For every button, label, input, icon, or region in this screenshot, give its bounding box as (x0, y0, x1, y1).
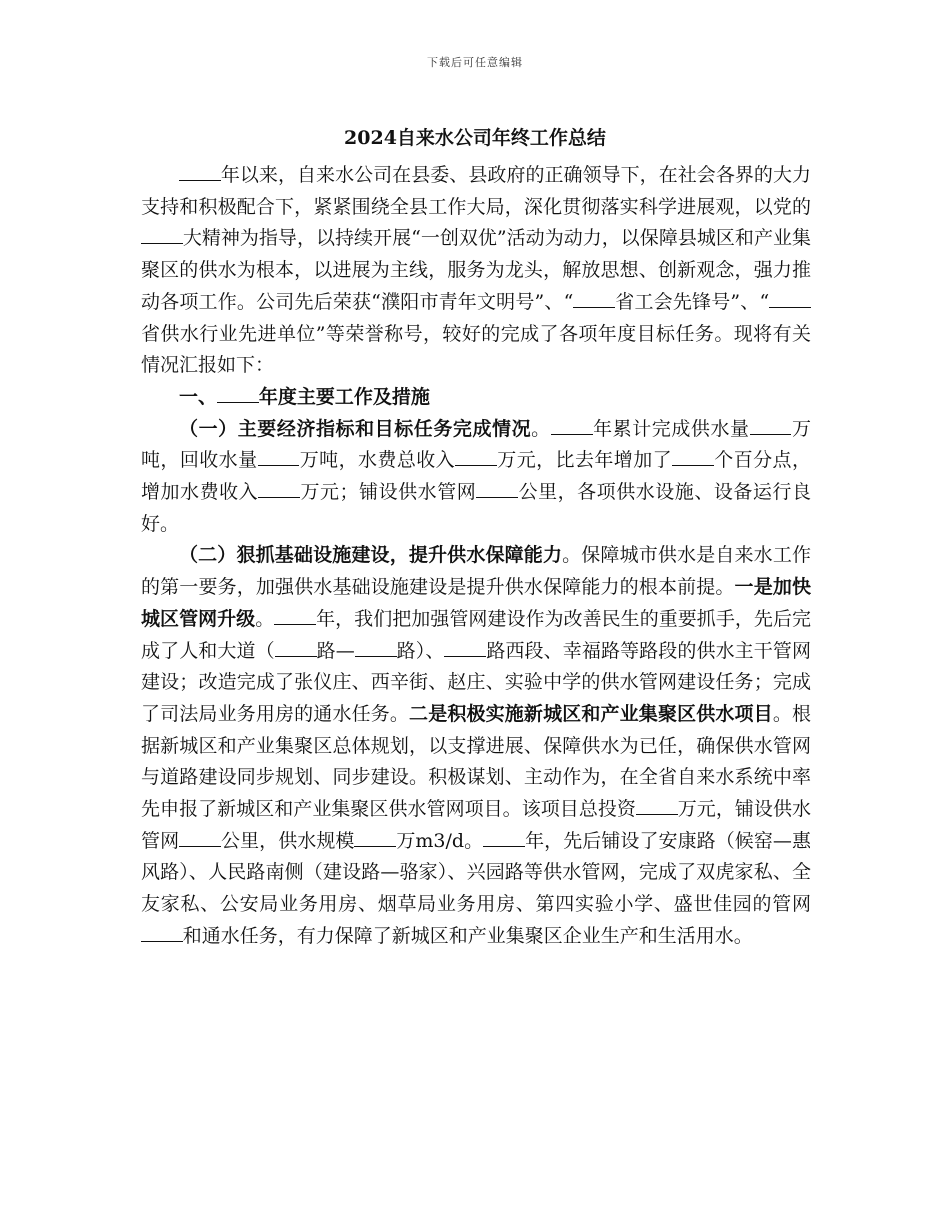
subsection-1-paragraph: （一）主要经济指标和目标任务完成情况。 年累计完成供水量 万吨，回收水量 万吨，水费总收入 万元，比去年增加了 个百分点，增加水费收入 万元；铺设供水管网 公里，各项供水设施、设备运行良好。 (141, 414, 811, 541)
blank-field (551, 416, 593, 435)
blank-field (141, 923, 183, 942)
blank-field (455, 447, 497, 466)
blank-field (179, 828, 221, 847)
blank-field (750, 416, 792, 435)
subsection-1-heading: （一）主要经济指标和目标任务完成情况 (179, 417, 532, 440)
blank-field (476, 479, 518, 498)
document-body (141, 160, 811, 953)
subsection-2-heading: （二）狠抓基础设施建设，提升供水保障能力 (179, 544, 563, 567)
blank-field (274, 606, 316, 625)
point-1-heading: 一是加快城区管网升级 (141, 576, 811, 630)
blank-field (354, 828, 396, 847)
header-note: 下载后可任意编辑 (427, 56, 523, 69)
blank-field (444, 638, 486, 657)
subsection-2-paragraph: （二）狠抓基础设施建设，提升供水保障能力。保障城市供水是自来水工作的第一要务，加强供水基础设施建设是提升供水保障能力的根本前提。一是加快城区管网升级。 年，我们把加强管网建设作为改善民生的重要抓手，先后完成了人和大道（ 路— 路）、 路西段、幸福路等路段的供水主干管网建设；改造完成了张仪庄、西辛街、赵庄、实验中学的供水管网建设任务；完成了司法局业务用房的通水任务。二是积极实施新城区和产业集聚区供水项目。根据新城区和产业集聚区总体规划，以支撑进展、保障供水为已任，确保供水管网与道路建设同步规划、同步建设。积极谋划、主动作为，在全省自来水系统中率先申报了新城区和产业集聚区供水管网项目。该项目总投资 万元，铺设供水管网 公里，供水规模 万m3/d。 年，先后铺设了安康路（候窑—惠风路）、人民路南侧（建设路—骆家）、兴园路等供水管网，完成了双虎家私、全友家私、公安局业务用房、烟草局业务用房、第四实验小学、盛世佳园的管网和通水任务，有力保障了新城区和产业集聚区企业生产和生活用水。 (141, 544, 811, 947)
blank-field (141, 225, 183, 244)
blank-field (769, 289, 811, 308)
intro-paragraph: 年以来，自来水公司在县委、县政府的正确领导下，在社会各界的大力支持和积极配合下，紧紧围绕全县工作大局，深化贯彻落实科学进展观，以党的大精神为指导，以持续开展“一创双优”活动为动力，以保障县城区和产业集聚区的供水为根本，以进展为主线，服务为龙头，解放思想、创新观念，强力推动各项工作。公司先后荣获“濮阳市青年文明号”、“ 省工会先锋号”、“省供水行业先进单位”等荣誉称号，较好的完成了各项年度目标任务。现将有关情况汇报如下： (141, 160, 811, 382)
point-2-heading: 二是积极实施新城区和产业集聚区供水项目 (409, 702, 773, 725)
blank-field (179, 162, 221, 181)
blank-field (573, 289, 615, 308)
blank-field (483, 828, 525, 847)
blank-field (258, 447, 300, 466)
blank-field (636, 796, 678, 815)
document-title: 2024自来水公司年终工作总结 (344, 127, 606, 149)
section-heading-1: 一、 年度主要工作及措施 (141, 382, 811, 414)
blank-field (275, 638, 317, 657)
blank-field (217, 384, 259, 403)
blank-field (258, 479, 300, 498)
blank-field (355, 638, 397, 657)
blank-field (672, 447, 714, 466)
